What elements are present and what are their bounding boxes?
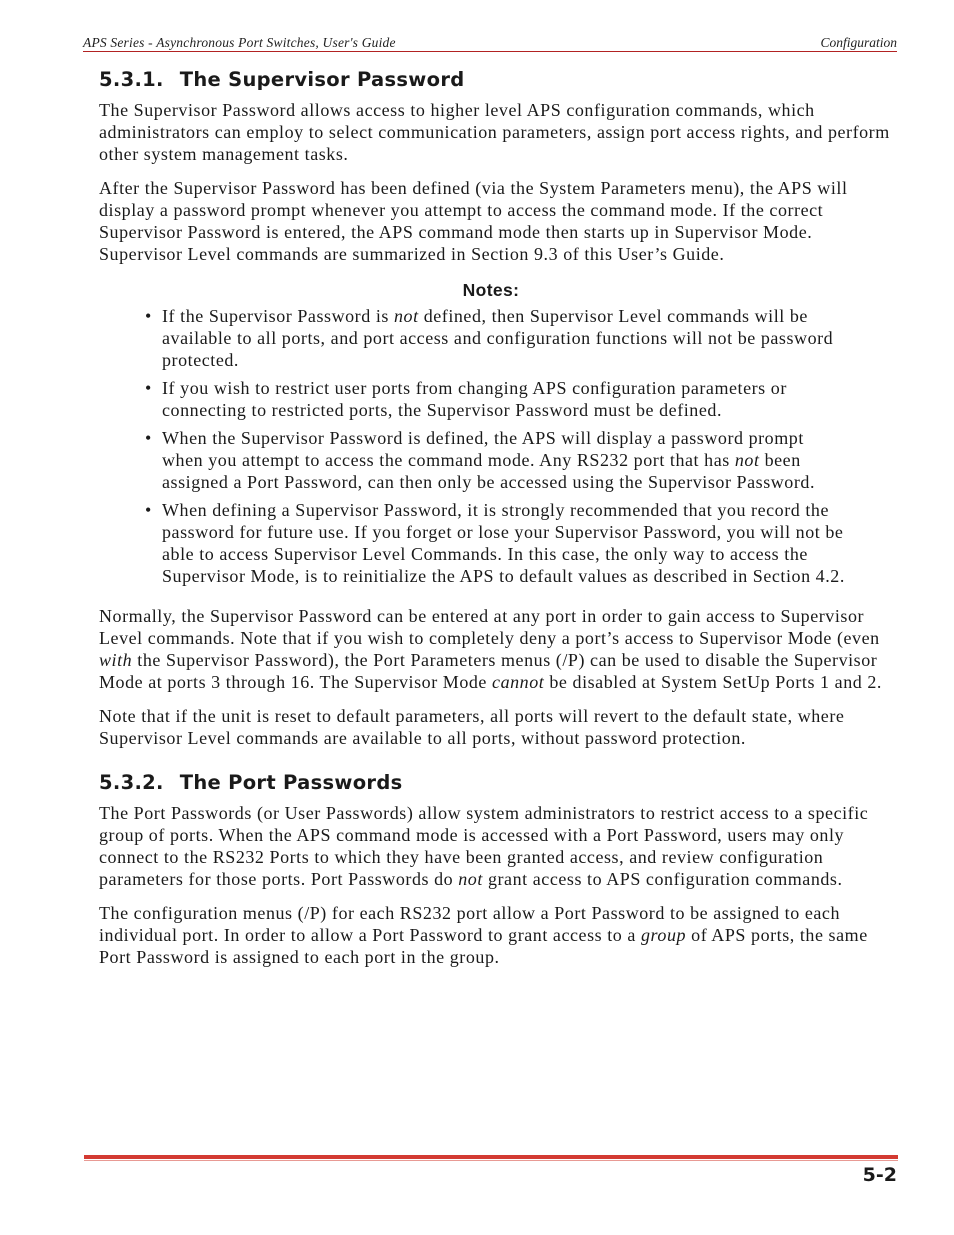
paragraph: The Supervisor Password allows access to higher level APS configuration commands, which administrators can employ to select communication parameters, assign port access rights, and perform other system management tasks. — [99, 100, 890, 164]
note-text: If the Supervisor Password is — [162, 306, 394, 326]
note-text: If you wish to restrict user ports from changing APS configuration parameters or connecting to restricted ports, the Supervisor Password must be defined. — [162, 378, 787, 420]
emphasis: with — [99, 650, 133, 670]
main-content — [99, 64, 899, 980]
bullet: • — [145, 306, 152, 326]
note-item — [145, 377, 845, 421]
text-run: Normally, the Supervisor Password can be entered at any port in order to gain access to Supervisor Level commands. Note that if you wish to completely deny a port’s access to Supervisor Mode (even — [99, 606, 880, 648]
running-header — [83, 33, 897, 52]
note-text: When the Supervisor Password is defined, the APS will display a password prompt when you attempt to access the command mode. Any RS232 port that has — [162, 428, 804, 470]
bullet: • — [145, 428, 152, 448]
notes-list — [99, 305, 845, 587]
section-title: The Port Passwords — [179, 771, 403, 794]
note-text: been assigned a Port Password, can then only be accessed using the Supervisor Password. — [162, 450, 815, 492]
paragraph — [99, 902, 899, 968]
text-run: be disabled at System SetUp Ports 1 and 2. — [544, 672, 882, 692]
footer-rule-shadow — [84, 1160, 898, 1161]
text-run: the Supervisor Password), the Port Parameters menus (/P) can be used to disable the Supervisor Mode at ports 3 through 16. The Supervisor Mode — [99, 650, 878, 692]
notes-title: Notes: — [462, 280, 520, 300]
section-heading-supervisor-password — [99, 68, 899, 92]
emphasis: not — [734, 450, 760, 470]
emphasis: group — [641, 925, 687, 945]
emphasis: not — [458, 869, 483, 889]
text-run: The configuration menus (/P) for each RS232 port allow a Port Password to be assigned to each individual port. In order to allow a Port Password to grant access to a — [99, 903, 841, 945]
section-number: 5.3.1. — [99, 68, 164, 91]
bullet: • — [145, 500, 152, 520]
page-number: 5-2 — [862, 1164, 897, 1186]
text-run: of APS ports, the same Port Password is assigned to each port in the group. — [99, 925, 868, 967]
section-heading-port-passwords — [99, 771, 899, 795]
section-title: The Supervisor Password — [179, 68, 465, 91]
header-title: APS Series - Asynchronous Port Switches, User's Guide — [83, 35, 396, 50]
paragraph — [99, 802, 899, 890]
note-text: defined, then Supervisor Level commands will be available to all ports, and port access and configuration functions will not be password protected. — [162, 306, 834, 370]
note-item — [145, 499, 845, 587]
note-item — [145, 305, 845, 371]
paragraph: After the Supervisor Password has been defined (via the System Parameters menu), the APS will display a password prompt whenever you attempt to access the command mode. If the correct Supervisor Password is entered, the APS command mode then starts up in Supervisor Mode. Supervisor Level commands are summarized in Section 9.3 of this User’s Guide. — [99, 178, 848, 264]
emphasis: not — [393, 306, 419, 326]
header-section: Configuration — [820, 35, 897, 50]
paragraph — [99, 605, 899, 693]
bullet: • — [145, 378, 152, 398]
text-run: grant access to APS configuration commands. — [482, 869, 843, 889]
note-text: When defining a Supervisor Password, it is strongly recommended that you record the password for future use. If you forget or lose your Supervisor Password, you will not be able to access Supervisor Level Commands. In this case, the only way to access the Supervisor Mode, is to reinitialize the APS to default values as described in Section 4.2. — [162, 500, 845, 586]
text-run: The Port Passwords (or User Passwords) allow system administrators to restrict access to a specific group of ports. When the APS command mode is accessed with a Port Password, users may only connect to the RS232 Ports to which they have been granted access, and review configuration parameters for those ports. Port Passwords do — [99, 803, 869, 889]
emphasis: cannot — [492, 672, 545, 692]
note-item — [145, 427, 845, 493]
section-number: 5.3.2. — [99, 771, 164, 794]
paragraph: Note that if the unit is reset to default parameters, all ports will revert to the default state, where Supervisor Level commands are available to all ports, without password protection. — [99, 706, 845, 748]
footer-rule — [84, 1155, 898, 1159]
